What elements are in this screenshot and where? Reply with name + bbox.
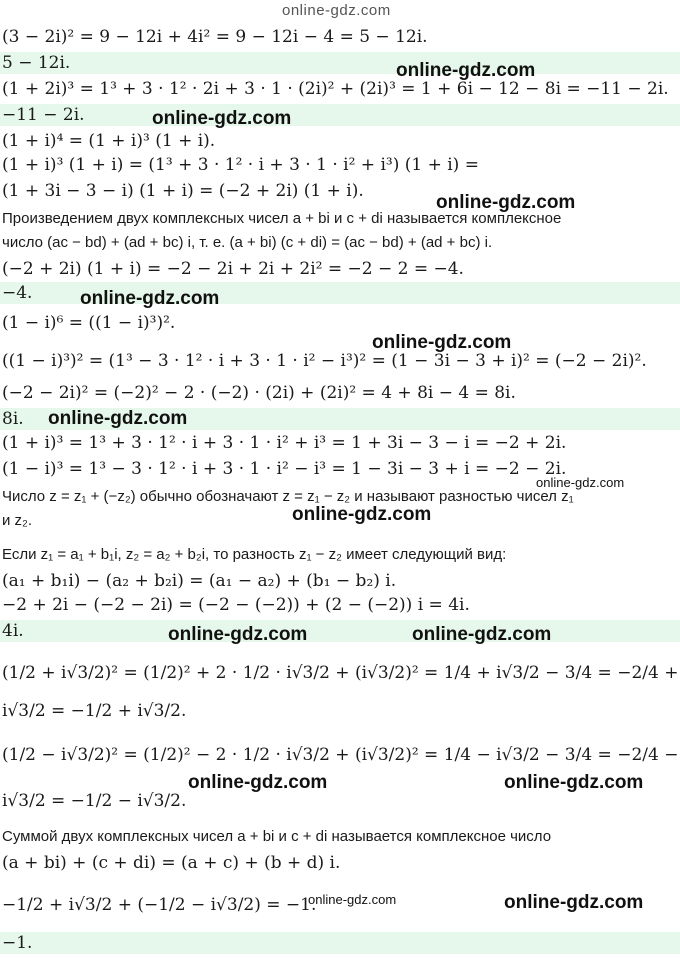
definition-text: Произведением двух комплексных чисел a + bi и c + di называется комплексное (2, 210, 562, 227)
equation-line: (1 − i)³ = 1³ − 3 · 1² · i + 3 · 1 · i² − i³ = 1 − 3i − 3 + i = −2 − 2i. (2, 459, 567, 479)
definition-text: и z₂. (2, 512, 33, 529)
equation-line: (3 − 2i)² = 9 − 12i + 4i² = 9 − 12i − 4 = 5 − 12i. (2, 27, 428, 47)
site-watermark: online-gdz.com (168, 624, 308, 645)
equation-line: (1 + 3i − 3 − i) (1 + i) = (−2 + 2i) (1 + i). (2, 181, 364, 201)
answer-line: 4i. (0, 620, 680, 642)
site-watermark: online-gdz.com (504, 772, 644, 793)
equation-line: (1 + 2i)³ = 1³ + 3 · 1² · 2i + 3 · 1 · (2i)² + (2i)³ = 1 + 6i − 12 − 8i = −11 − 2i. (2, 79, 669, 99)
definition-text: Если z₁ = a₁ + b₁i, z₂ = a₂ + b₂i, то разность z₁ − z₂ имеет следующий вид: (2, 546, 507, 563)
site-watermark: online-gdz.com (536, 475, 625, 490)
answer-line: −4. (0, 282, 680, 304)
site-watermark: online-gdz.com (412, 624, 552, 645)
answer-line: −1. (0, 932, 680, 954)
equation-line: −1/2 + i√3/2 + (−1/2 − i√3/2) = −1. (2, 895, 317, 915)
site-watermark: online-gdz.com (308, 892, 397, 907)
equation-line: (1 + i)³ (1 + i) = (1³ + 3 · 1² · i + 3 · 1 · i² + i³) (1 + i) = (2, 155, 479, 175)
site-watermark-top: online-gdz.com (282, 2, 391, 19)
equation-line: (−2 − 2i)² = (−2)² − 2 · (−2) · (2i) + (2i)² = 4 + 8i − 4 = 8i. (2, 383, 516, 403)
site-watermark: online-gdz.com (396, 60, 536, 81)
equation-line: (a + bi) + (c + di) = (a + c) + (b + d) i. (2, 853, 341, 873)
equation-line: (−2 + 2i) (1 + i) = −2 − 2i + 2i + 2i² = −2 − 2 = −4. (2, 259, 464, 279)
definition-text: число (ac − bd) + (ad + bc) i, т. е. (a + bi) (c + di) = (ac − bd) + (ad + bc) i. (2, 234, 493, 251)
definition-text: Суммой двух комплексных чисел a + bi и c + di называется комплексное число (2, 828, 552, 845)
definition-text: Число z = z₁ + (−z₂) обычно обозначают z = z₁ − z₂ и называют разностью чисел z₁ (2, 488, 574, 505)
site-watermark: online-gdz.com (80, 288, 220, 309)
site-watermark: online-gdz.com (292, 504, 432, 525)
equation-line: −2 + 2i − (−2 − 2i) = (−2 − (−2)) + (2 − (−2)) i = 4i. (2, 595, 470, 615)
answer-line: 8i. (0, 408, 680, 430)
equation-line: (1/2 + i√3/2)² = (1/2)² + 2 · 1/2 · i√3/2 + (i√3/2)² = 1/4 + i√3/2 − 3/4 = −2/4 + (2, 663, 679, 683)
site-watermark: online-gdz.com (372, 332, 512, 353)
equation-line: ((1 − i)³)² = (1³ − 3 · 1² · i + 3 · 1 · i² − i³)² = (1 − 3i − 3 + i)² = (−2 − 2i)². (2, 351, 647, 371)
equation-line: i√3/2 = −1/2 + i√3/2. (2, 701, 187, 721)
equation-line: (a₁ + b₁i) − (a₂ + b₂i) = (a₁ − a₂) + (b₁ − b₂) i. (2, 571, 397, 591)
equation-line: i√3/2 = −1/2 − i√3/2. (2, 791, 187, 811)
equation-line: (1/2 − i√3/2)² = (1/2)² − 2 · 1/2 · i√3/2 + (i√3/2)² = 1/4 − i√3/2 − 3/4 = −2/4 − (2, 745, 679, 765)
equation-line: (1 + i)³ = 1³ + 3 · 1² · i + 3 · 1 · i² + i³ = 1 + 3i − 3 − i = −2 + 2i. (2, 433, 567, 453)
site-watermark: online-gdz.com (188, 772, 328, 793)
answer-line: 5 − 12i. (0, 52, 680, 74)
equation-line: (1 − i)⁶ = ((1 − i)³)². (2, 313, 176, 333)
site-watermark: online-gdz.com (48, 408, 188, 429)
equation-line: (1 + i)⁴ = (1 + i)³ (1 + i). (2, 131, 216, 151)
site-watermark: online-gdz.com (436, 192, 576, 213)
answer-line: −11 − 2i. (0, 104, 680, 126)
site-watermark: online-gdz.com (152, 108, 292, 129)
site-watermark: online-gdz.com (504, 892, 644, 913)
